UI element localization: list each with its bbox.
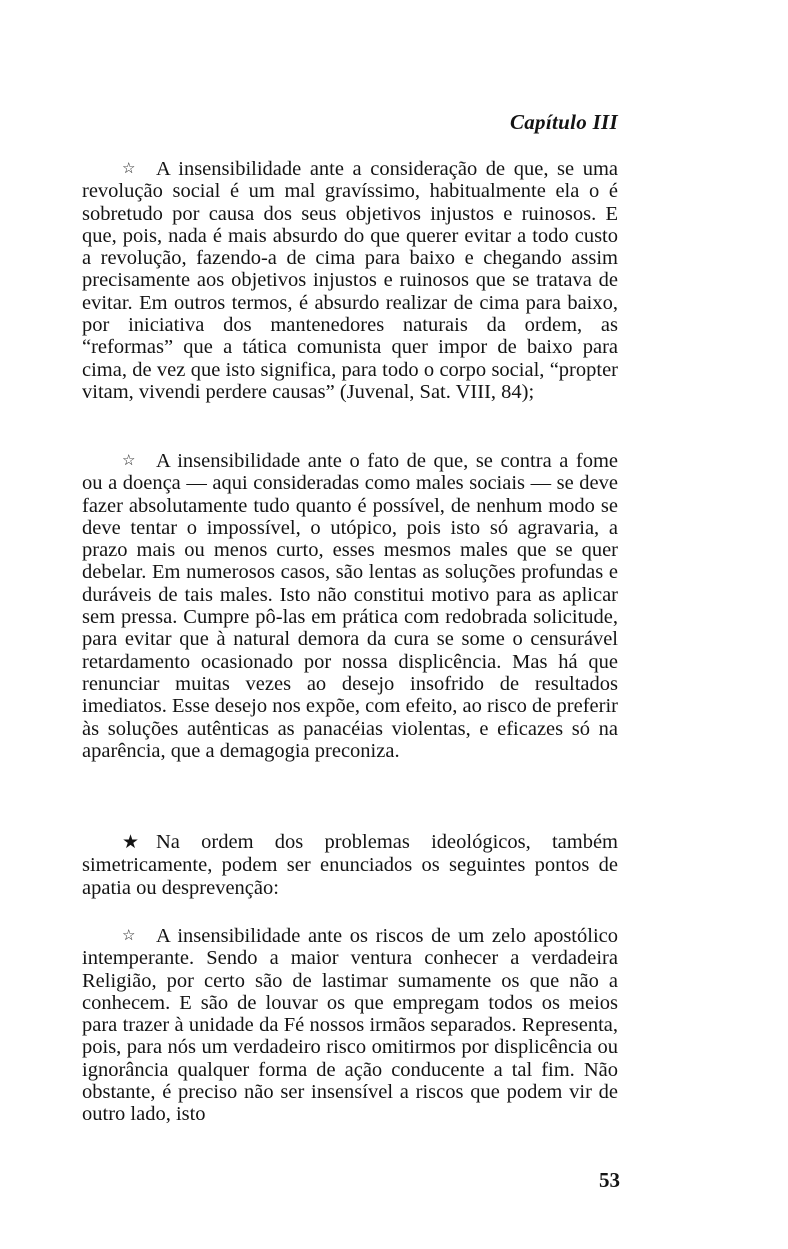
hollow-star-icon: ☆ [122, 928, 136, 944]
chapter-heading: Capítulo III [509, 110, 618, 134]
paragraph-3-text: Na ordem dos problemas ideológicos, também simetricamente, podem ser enunciados os seguintes pontos de apatia ou desprevenção: [82, 831, 618, 899]
paragraph-1-text: A insensibilidade ante a consideração de que, se uma revolução social é um mal gravíssimo, habitualmente ela o é sobretudo por causa dos seus objetivos injustos e ruinosos. E que, pois, nada é mais absurdo do que querer evitar a todo custo a revolução, fazendo-a de cima para baixo e chegando assim precisamente aos objetivos injustos e ruinosos que se tratava de evitar. Em outros termos, é absurdo realizar de cima para baixo, por iniciativa dos mantenedores naturais da ordem, as “reformas” que a tática comunista quer impor de baixo para cima, de vez que isto significa, para todo o corpo social, “propter vitam, vivendi perdere causas” (Juvenal, Sat. VIII, 84); [82, 158, 618, 403]
paragraph-4 [82, 925, 618, 1126]
filled-star-icon: ★ [122, 832, 140, 853]
page-number: 53 [599, 1168, 620, 1192]
hollow-star-icon: ☆ [122, 161, 136, 177]
paragraph-2 [82, 450, 618, 762]
hollow-star-icon: ☆ [122, 453, 136, 469]
paragraph-2-text: A insensibilidade ante o fato de que, se contra a fome ou a doença — aqui consideradas como males sociais — se deve fazer absolutamente tudo quanto é possível, de nenhum modo se deve tentar o impossível, o utópico, pois isto só agravaria, a prazo mais ou menos curto, esses mesmos males que se quer debelar. Em numerosos casos, são lentas as soluções profundas e duráveis de tais males. Isto não constitui motivo para as aplicar sem pressa. Cumpre pô-las em prática com redobrada solicitude, para evitar que à natural demora da cura se some o censurável retardamento ocasionado por nossa displicência. Mas há que renunciar muitas vezes ao desejo insofrido de resultados imediatos. Esse desejo nos expõe, com efeito, ao risco de preferir às soluções autênticas as panacéias violentas, e eficazes só na aparência, que a demagogia preconiza. [82, 450, 618, 762]
paragraph-1 [82, 158, 618, 403]
paragraph-4-text: A insensibilidade ante os riscos de um zelo apostólico intemperante. Sendo a maior ventura conhecer a verdadeira Religião, por certo são de lastimar sumamente os que não a conhecem. E são de louvar os que empregam todos os meios para trazer à unidade da Fé nossos irmãos separados. Representa, pois, para nós um verdadeiro risco omitirmos por displicência ou ignorância qualquer forma de ação conducente a tal fim. Não obstante, é preciso não ser insensível a riscos que podem vir de outro lado, isto [82, 925, 618, 1126]
paragraph-3 [82, 831, 618, 899]
